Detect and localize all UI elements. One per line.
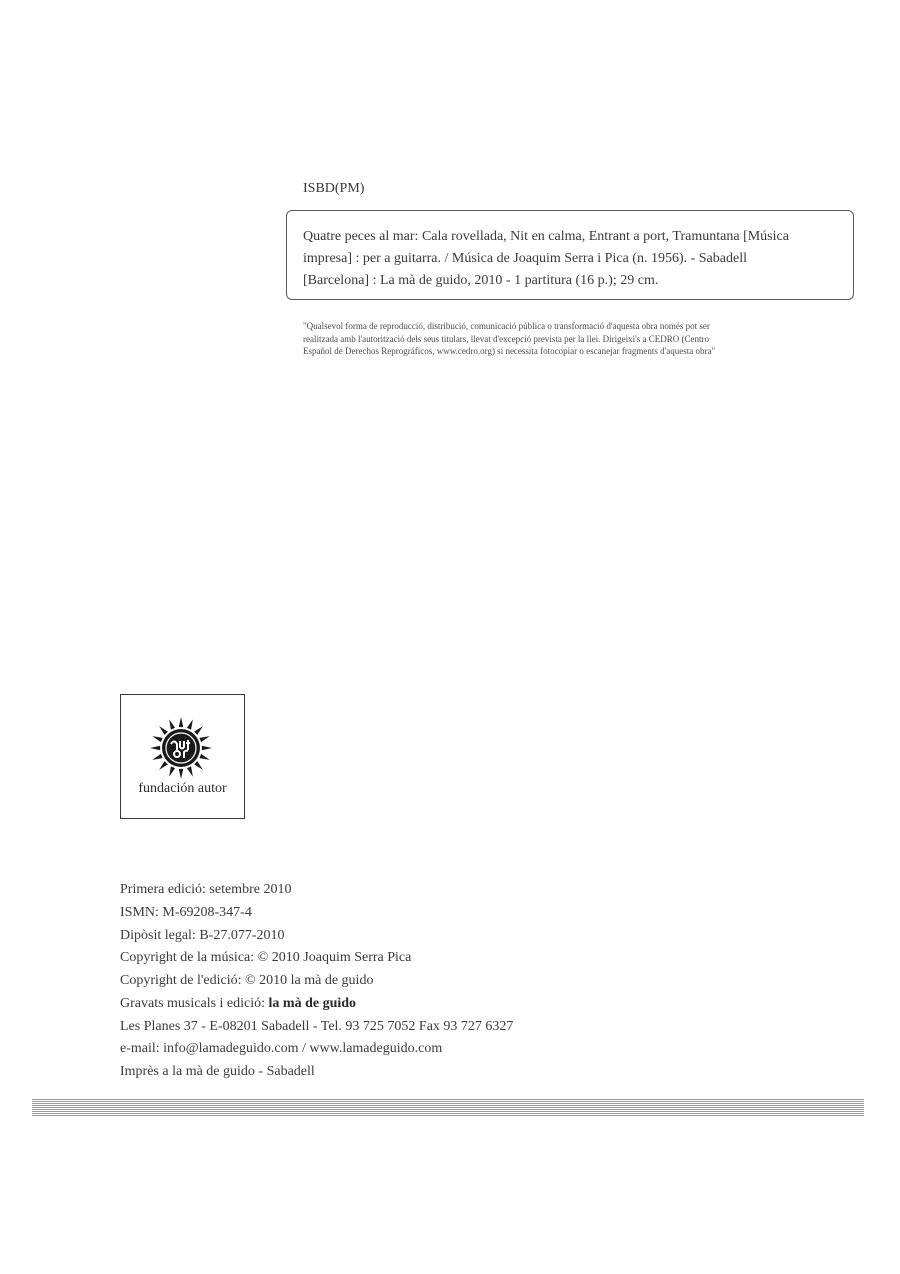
sun-ray [194,761,203,770]
publisher-contact: e-mail: info@lamadeguido.com / www.lamadeguido.com [120,1041,443,1057]
copyright-disclaimer [303,320,848,358]
sun-ray [202,746,212,751]
sun-ray [179,717,184,727]
sun-ray [187,766,193,776]
sun-ray [152,754,162,760]
sun-ray [194,726,203,735]
disclaimer-line: "Qualsevol forma de reproducció, distribució, comunicació pública o transformació d'aquesta obra només pot ser [303,321,710,331]
isbd-label: ISBD(PM) [303,181,365,196]
ismn: ISMN: M-69208-347-4 [120,904,252,920]
sun-ray [159,761,168,770]
isbd-record-text [303,226,843,292]
sun-ray [159,726,168,735]
colophon [120,879,513,1084]
sun-ray [150,746,160,751]
isbd-line: [Barcelona] : La mà de guido, 2010 - 1 partitura (16 p.); 29 cm. [303,273,659,288]
engraving-line [120,993,513,1016]
sun-ray [199,754,209,760]
printed-by: Imprès a la mà de guido - Sabadell [120,1064,315,1079]
sun-ray [152,736,162,742]
disclaimer-line: realitzada amb l'autorització dels seus titulars, llevat d'excepció prevista per la llei. Dirigeixi's a CEDRO (Centro [303,333,709,344]
first-edition: Primera edició: setembre 2010 [120,882,292,897]
sun-ray [169,766,175,776]
sun-ray [199,736,209,742]
copyright-edition: Copyright de l'edició: © 2010 la mà de guido [120,973,374,988]
isbd-line: Quatre peces al mar: Cala rovellada, Nit en calma, Entrant a port, Tramuntana [Música [303,229,789,244]
sun-ray [169,719,175,729]
sun-ray [179,769,184,779]
sun-ray [187,719,193,729]
legal-deposit: Dipòsit legal: B-27.077-2010 [120,927,285,943]
copyright-music: Copyright de la música: © 2010 Joaquim Serra Pica [120,950,412,966]
disclaimer-line: Español de Derechos Reprográficos, www.cedro.org) si necessita fotocopiar o escanejar fragments d'aquesta obra" [303,346,716,356]
isbd-line: impresa] : per a guitarra. / Música de Joaquim Serra i Pica (n. 1956). - Sabadell [303,251,747,266]
decorative-rule [32,1099,864,1117]
logo-text: fundación autor [138,781,227,796]
publisher-name: la mà de guido [268,995,357,1011]
publisher-address: Les Planes 37 - E-08201 Sabadell - Tel. 93 725 7052 Fax 93 727 6327 [120,1018,514,1034]
engraving-prefix: Gravats musicals i edició: [120,995,269,1011]
sun-emblem-icon [146,713,216,783]
fundacion-autor-logo [120,694,245,819]
